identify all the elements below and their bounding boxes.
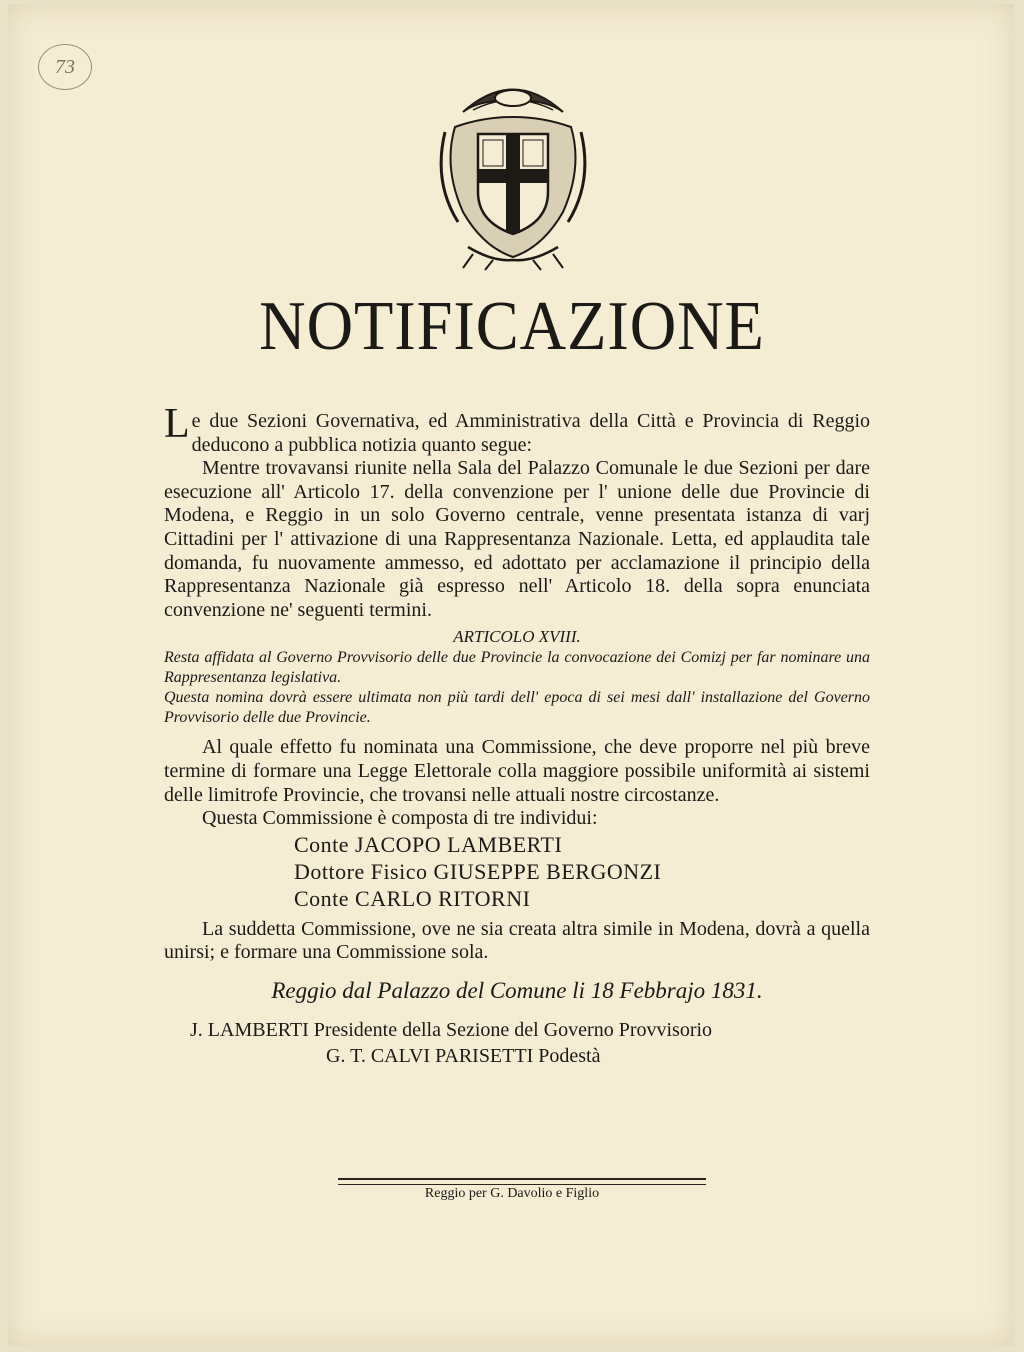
article-quote [164, 626, 870, 728]
printer-imprint: Reggio per G. Davolio e Figlio [424, 1186, 600, 1201]
paragraph-4: La suddetta Commissione, ove ne sia creata altra simile in Modena, dovrà a quella unirsi; e formare una Commissione sola. [164, 917, 870, 964]
notice-body [164, 401, 870, 1069]
drop-cap: L [164, 401, 190, 447]
paragraph-1: Mentre trovavansi riunite nella Sala del Palazzo Comunale le due Sezioni per dare esecuzione all' Articolo 17. della convenzione per l' unione delle due Provincie di Modena, e Reggio in un solo Governo centrale, venne presentata istanza di varj Cittadini per l' attivazione di una Rappresentanza Nazionale. Letta, ed applaudita tale domanda, fu nuovamente ammesso, ed adottato per acclamazione il principio della Rappresentanza Nazionale già espresso nell' Articolo 18. della sopra enunciata convenzione ne' seguenti termini. [164, 457, 870, 621]
article-line-1: Resta affidata al Governo Provvisorio delle due Provincie la convocazione dei Comizj per far nominare una Rappresentanza legislativa. [164, 649, 870, 687]
member-2: Dottore Fisico GIUSEPPE BERGONZI [294, 858, 662, 884]
signature-1: J. LAMBERTI Presidente della Sezione del Governo Provvisorio [190, 1018, 713, 1041]
signature-2: G. T. CALVI PARISETTI Podestà [326, 1044, 601, 1067]
member-3: Conte CARLO RITORNI [294, 885, 531, 911]
member-1: Conte JACOPO LAMBERTI [294, 831, 563, 857]
document-title: NOTIFICAZIONE [259, 288, 765, 365]
article-heading: ARTICOLO XVIII. [453, 627, 581, 647]
article-line-2: Questa nomina dovrà essere ultimata non più tardi dell' epoca di sei mesi dall' installazione del Governo Provvisorio delle due Provincie. [164, 689, 870, 727]
paragraph-2: Al quale effetto fu nominata una Commissione, che deve proporre nel più breve termine di formare una Legge Elettorale colla maggiore possibile uniformità ai sistemi delle limitrofe Provincie, che trovansi nelle attuali nostre circostanze. [164, 736, 870, 806]
dateline: Reggio dal Palazzo del Comune li 18 Febbrajo 1831. [271, 977, 763, 1003]
archive-mark: 73 [38, 44, 92, 90]
commission-members [164, 831, 870, 912]
coat-of-arms-emblem [433, 72, 593, 272]
divider-rule [338, 1178, 706, 1185]
paragraph-3: Questa Commissione è composta di tre individui: [202, 807, 598, 830]
signatures [164, 1017, 870, 1069]
intro-paragraph: Le due Sezioni Governativa, ed Amministrativa della Città e Provincia di Reggio deducono a pubblica notizia quanto segue: [164, 401, 870, 456]
